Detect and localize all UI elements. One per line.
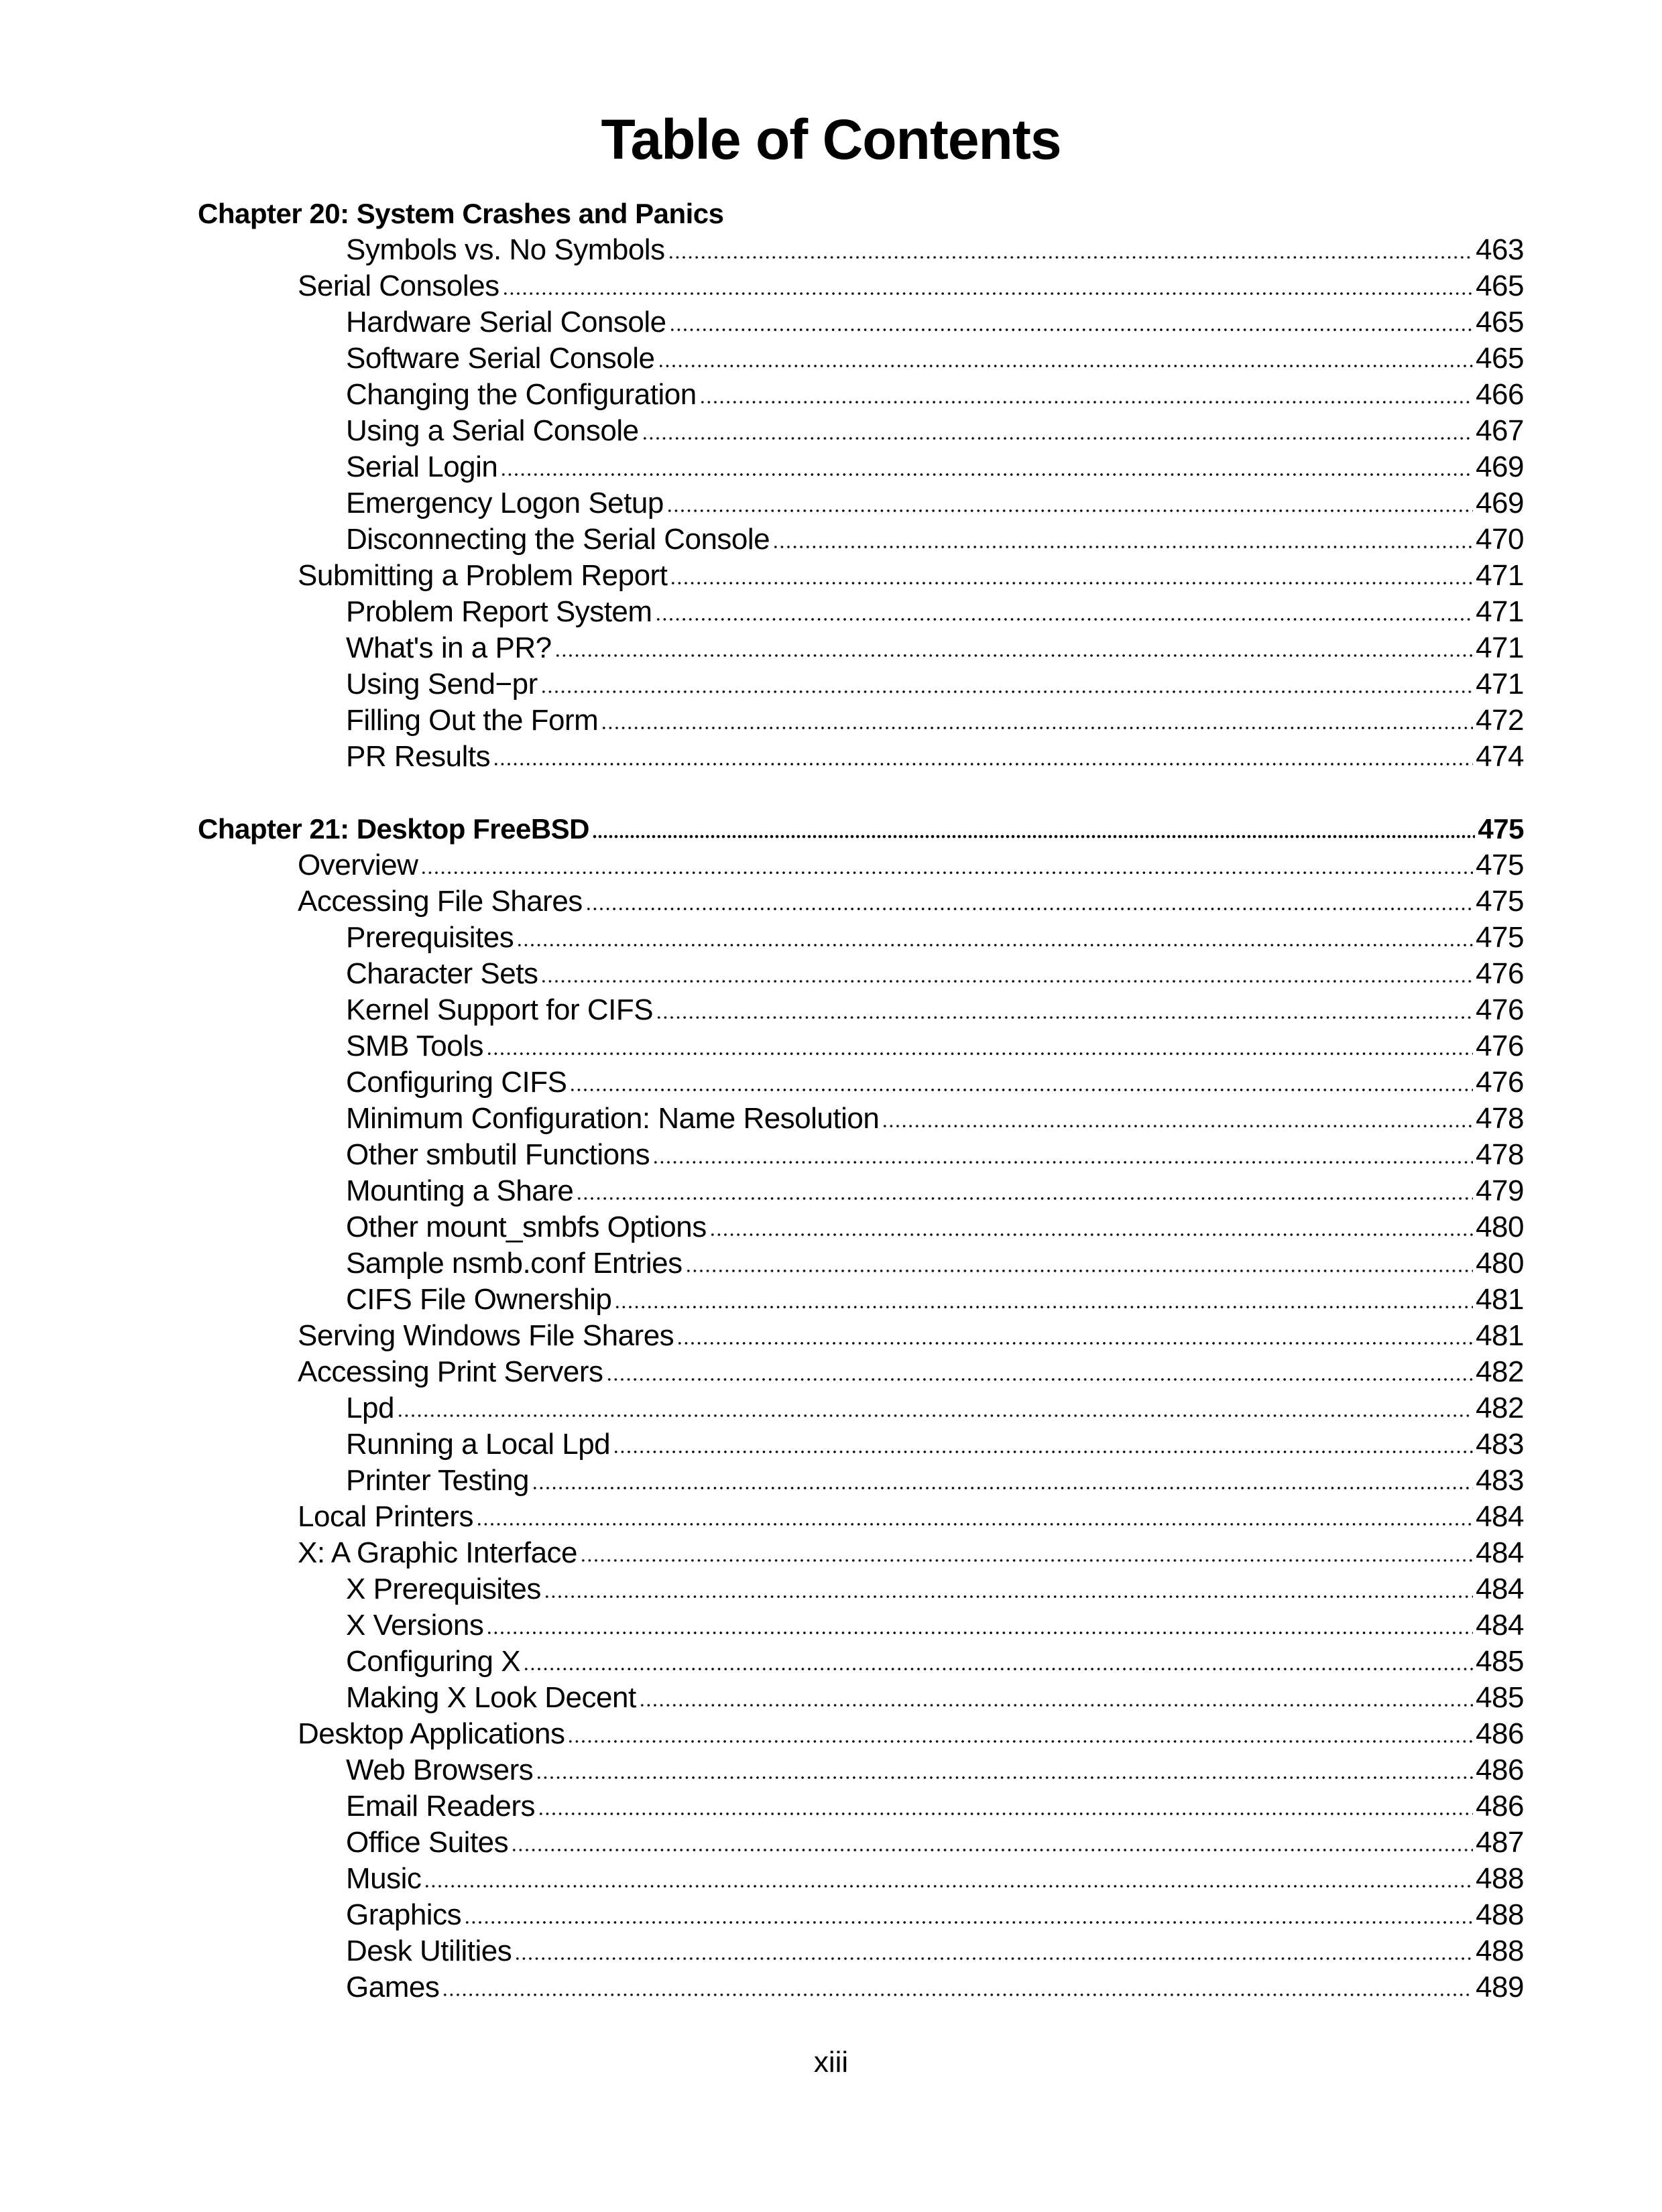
- toc-entry-title: Serial Login: [346, 450, 498, 483]
- toc-entry-title: Desk Utilities: [346, 1934, 512, 1967]
- toc-entry-page: 487: [1476, 1826, 1524, 1859]
- toc-subsection[interactable]: [198, 1680, 1524, 1716]
- toc-entry-page: 486: [1476, 1717, 1524, 1750]
- toc-subsection[interactable]: [198, 630, 1524, 666]
- toc-entry-page: 484: [1476, 1573, 1524, 1605]
- toc-section[interactable]: [198, 1354, 1524, 1390]
- toc-subsection[interactable]: [198, 1426, 1524, 1463]
- toc-entry-page: 485: [1476, 1645, 1524, 1678]
- toc-subsection[interactable]: [198, 1969, 1524, 2006]
- toc-entry-title: Desktop Applications: [298, 1717, 565, 1750]
- dot-leader: [642, 436, 1474, 440]
- toc-subsection[interactable]: [198, 1933, 1524, 1969]
- dot-leader: [709, 1233, 1473, 1237]
- toc-chapter[interactable]: [198, 811, 1524, 847]
- toc-subsection[interactable]: [198, 1245, 1524, 1282]
- toc-subsection[interactable]: [198, 341, 1524, 377]
- toc-subsection[interactable]: [198, 1064, 1524, 1101]
- toc-section[interactable]: [198, 268, 1524, 304]
- dot-leader: [658, 364, 1474, 368]
- toc-entry-page: 485: [1476, 1681, 1524, 1714]
- toc-entry-title: Sample nsmb.conf Entries: [346, 1247, 682, 1280]
- dot-leader: [516, 943, 1473, 947]
- toc-entry-page: 484: [1476, 1536, 1524, 1569]
- dot-leader: [464, 1920, 1473, 1924]
- dot-leader: [656, 1016, 1473, 1020]
- toc-entry-page: 471: [1476, 631, 1524, 664]
- toc-entry-page: 482: [1476, 1392, 1524, 1424]
- toc-entry-title: Web Browsers: [346, 1754, 534, 1786]
- toc-subsection[interactable]: [198, 1390, 1524, 1426]
- toc-entry-page: 476: [1476, 1066, 1524, 1099]
- toc-entry-title: PR Results: [346, 740, 491, 773]
- toc-entry-title: Filling Out the Form: [346, 704, 599, 737]
- toc-entry-title: Using Send−pr: [346, 668, 538, 700]
- toc-chapter[interactable]: [198, 196, 1524, 232]
- toc-entry-page: 479: [1476, 1174, 1524, 1207]
- toc-subsection[interactable]: [198, 739, 1524, 775]
- toc-entry-page: 472: [1476, 704, 1524, 737]
- toc-subsection[interactable]: [198, 1861, 1524, 1897]
- toc-entry-title: Submitting a Problem Report: [298, 559, 668, 592]
- toc-entry-title: Overview: [298, 849, 418, 881]
- toc-entry-title: Serial Consoles: [298, 269, 499, 302]
- toc-entry-page: 478: [1476, 1138, 1524, 1171]
- toc-entry-title: Kernel Support for CIFS: [346, 993, 654, 1026]
- dot-leader: [652, 1160, 1473, 1164]
- toc-subsection[interactable]: [198, 1825, 1524, 1861]
- dot-leader: [523, 1667, 1473, 1671]
- toc-entry-page: 465: [1476, 306, 1524, 339]
- toc-entry-page: 475: [1478, 813, 1524, 845]
- dot-leader: [601, 726, 1473, 730]
- toc-entry-title: Emergency Logon Setup: [346, 487, 664, 519]
- dot-leader: [500, 473, 1473, 477]
- toc-subsection[interactable]: [198, 1788, 1524, 1825]
- dot-leader: [493, 762, 1473, 766]
- toc-entry-title: Character Sets: [346, 957, 538, 990]
- toc-entry-title: Other mount_smbfs Options: [346, 1211, 707, 1243]
- toc-entry-page: 476: [1476, 1030, 1524, 1062]
- toc-entry-page: 488: [1476, 1862, 1524, 1895]
- toc-entry-page: 484: [1476, 1500, 1524, 1533]
- toc-entry-title: Disconnecting the Serial Console: [346, 523, 770, 556]
- toc-entry-title: SMB Tools: [346, 1030, 483, 1062]
- toc-subsection[interactable]: [198, 1463, 1524, 1499]
- toc-entry-page: 475: [1476, 921, 1524, 954]
- toc-entry-title: Hardware Serial Console: [346, 306, 666, 339]
- toc-section[interactable]: [198, 883, 1524, 920]
- dot-leader: [536, 1776, 1473, 1780]
- dot-leader: [669, 328, 1473, 332]
- toc-subsection[interactable]: [198, 1209, 1524, 1245]
- dot-leader: [614, 1305, 1473, 1309]
- toc-section[interactable]: [198, 558, 1524, 594]
- dot-leader: [486, 1052, 1473, 1056]
- dot-leader: [668, 255, 1474, 259]
- toc-entry-title: Office Suites: [346, 1826, 509, 1859]
- toc-entry-title: X Prerequisites: [346, 1573, 541, 1605]
- toc-subsection[interactable]: [198, 377, 1524, 413]
- toc-entry-title: X Versions: [346, 1609, 484, 1642]
- toc-entry-title: What's in a PR?: [346, 631, 552, 664]
- toc-entry-title: Other smbutil Functions: [346, 1138, 650, 1171]
- dot-leader: [685, 1269, 1474, 1273]
- dot-leader: [424, 1884, 1473, 1888]
- dot-leader: [397, 1414, 1473, 1418]
- toc-entry-page: 489: [1476, 1971, 1524, 2004]
- toc-entry-title: Lpd: [346, 1392, 394, 1424]
- dot-leader: [442, 1993, 1473, 1997]
- toc-entry-title: Configuring X: [346, 1645, 521, 1678]
- dot-leader: [670, 581, 1473, 585]
- dot-leader: [882, 1124, 1473, 1128]
- toc-subsection[interactable]: [198, 992, 1524, 1028]
- dot-leader: [502, 292, 1473, 296]
- toc-entry-page: 465: [1476, 342, 1524, 375]
- toc-entry-page: 488: [1476, 1898, 1524, 1931]
- toc-entry-title: Serving Windows File Shares: [298, 1319, 674, 1352]
- dot-leader: [420, 871, 1473, 875]
- toc-entry-page: 465: [1476, 269, 1524, 302]
- toc-entry-title: Problem Report System: [346, 595, 652, 628]
- toc-entry-page: 488: [1476, 1934, 1524, 1967]
- toc-entry-page: 474: [1476, 740, 1524, 773]
- toc-entry-page: 471: [1476, 559, 1524, 592]
- dot-leader: [544, 1595, 1473, 1599]
- toc-subsection[interactable]: [198, 1607, 1524, 1644]
- toc-entry-page: 463: [1476, 233, 1524, 266]
- toc-entry-title: Making X Look Decent: [346, 1681, 636, 1714]
- toc-entry-page: 467: [1476, 414, 1524, 447]
- toc-entry-title: Graphics: [346, 1898, 462, 1931]
- dot-leader: [476, 1522, 1473, 1526]
- page-title: Table of Contents: [601, 108, 1061, 171]
- toc-entry-title: Chapter 20: System Crashes and Panics: [198, 198, 724, 229]
- toc-entry-title: CIFS File Ownership: [346, 1283, 612, 1316]
- toc-entry-page: 476: [1476, 993, 1524, 1026]
- toc-subsection[interactable]: [198, 1173, 1524, 1209]
- dot-leader: [585, 907, 1473, 911]
- toc-entry-page: 471: [1476, 595, 1524, 628]
- toc-entry-page: 469: [1476, 487, 1524, 519]
- toc-subsection[interactable]: [198, 485, 1524, 521]
- dot-leader: [540, 979, 1473, 983]
- dot-leader: [540, 690, 1473, 694]
- toc-entry-title: Prerequisites: [346, 921, 514, 954]
- toc-entry-page: 483: [1476, 1464, 1524, 1497]
- toc-subsection[interactable]: [198, 1571, 1524, 1607]
- dot-leader: [576, 1196, 1473, 1201]
- toc-subsection[interactable]: [198, 1101, 1524, 1137]
- toc-subsection[interactable]: [198, 594, 1524, 630]
- toc-entry-page: 484: [1476, 1609, 1524, 1642]
- toc-entry-title: Chapter 21: Desktop FreeBSD: [198, 813, 589, 845]
- toc-entry-title: Email Readers: [346, 1790, 536, 1823]
- dot-leader: [569, 1088, 1473, 1092]
- toc-entry-title: Changing the Configuration: [346, 378, 697, 411]
- toc-subsection[interactable]: [198, 956, 1524, 992]
- dot-leader: [606, 1377, 1474, 1381]
- toc-entry-title: Music: [346, 1862, 422, 1895]
- toc-entry-page: 486: [1476, 1790, 1524, 1823]
- dot-leader: [554, 654, 1473, 658]
- toc-subsection[interactable]: [198, 1028, 1524, 1064]
- toc-entry-title: Configuring CIFS: [346, 1066, 567, 1099]
- dot-leader: [486, 1631, 1473, 1635]
- toc-subsection[interactable]: [198, 1137, 1524, 1173]
- toc-entry-title: Games: [346, 1971, 440, 2004]
- dot-leader: [511, 1848, 1473, 1852]
- spacer: [198, 775, 1524, 811]
- toc-entry-page: 466: [1476, 378, 1524, 411]
- toc-entry-page: 469: [1476, 450, 1524, 483]
- toc-section[interactable]: [198, 1318, 1524, 1354]
- toc-entry-page: 483: [1476, 1428, 1524, 1461]
- toc-entry-title: Software Serial Console: [346, 342, 655, 375]
- toc-entry-page: 480: [1476, 1247, 1524, 1280]
- dot-leader: [699, 400, 1473, 404]
- toc-entry-title: Accessing Print Servers: [298, 1355, 603, 1388]
- toc-section[interactable]: [198, 847, 1524, 883]
- toc-entry-page: 475: [1476, 849, 1524, 881]
- dot-leader: [592, 835, 1475, 839]
- toc-entry-page: 470: [1476, 523, 1524, 556]
- dot-leader: [666, 509, 1473, 513]
- toc-entry-page: 471: [1476, 668, 1524, 700]
- toc-entry-page: 486: [1476, 1754, 1524, 1786]
- dot-leader: [655, 617, 1474, 621]
- toc-entry-title: Mounting a Share: [346, 1174, 574, 1207]
- toc-subsection[interactable]: [198, 449, 1524, 485]
- page-number: xiii: [813, 2046, 849, 2079]
- toc-entry-title: Accessing File Shares: [298, 885, 583, 918]
- toc-entry-title: Symbols vs. No Symbols: [346, 233, 665, 266]
- table-of-contents: [198, 196, 1524, 2006]
- toc-entry-title: Using a Serial Console: [346, 414, 639, 447]
- toc-subsection[interactable]: [198, 521, 1524, 558]
- toc-entry-title: Local Printers: [298, 1500, 474, 1533]
- toc-entry-title: X: A Graphic Interface: [298, 1536, 578, 1569]
- toc-entry-title: Minimum Configuration: Name Resolution: [346, 1102, 880, 1135]
- toc-entry-title: Running a Local Lpd: [346, 1428, 611, 1461]
- toc-subsection[interactable]: [198, 413, 1524, 449]
- dot-leader: [676, 1341, 1473, 1345]
- dot-leader: [613, 1450, 1473, 1454]
- toc-entry-page: 476: [1476, 957, 1524, 990]
- dot-leader: [514, 1957, 1473, 1961]
- toc-section[interactable]: [198, 1499, 1524, 1535]
- dot-leader: [538, 1812, 1473, 1816]
- toc-subsection[interactable]: [198, 920, 1524, 956]
- toc-subsection[interactable]: [198, 702, 1524, 739]
- toc-subsection[interactable]: [198, 1752, 1524, 1788]
- toc-section[interactable]: [198, 1535, 1524, 1571]
- toc-entry-page: 481: [1476, 1283, 1524, 1316]
- toc-subsection[interactable]: [198, 1644, 1524, 1680]
- dot-leader: [772, 545, 1473, 549]
- toc-entry-title: Printer Testing: [346, 1464, 529, 1497]
- dot-leader: [532, 1486, 1473, 1490]
- dot-leader: [580, 1558, 1473, 1562]
- toc-subsection[interactable]: [198, 1282, 1524, 1318]
- toc-section[interactable]: [198, 1716, 1524, 1752]
- toc-entry-page: 475: [1476, 885, 1524, 918]
- toc-entry-page: 481: [1476, 1319, 1524, 1352]
- dot-leader: [567, 1739, 1473, 1743]
- toc-entry-page: 478: [1476, 1102, 1524, 1135]
- toc-subsection[interactable]: [198, 1897, 1524, 1933]
- toc-entry-page: 480: [1476, 1211, 1524, 1243]
- toc-subsection[interactable]: [198, 666, 1524, 702]
- dot-leader: [639, 1703, 1473, 1707]
- toc-subsection[interactable]: [198, 304, 1524, 341]
- toc-subsection[interactable]: [198, 232, 1524, 268]
- toc-entry-page: 482: [1476, 1355, 1524, 1388]
